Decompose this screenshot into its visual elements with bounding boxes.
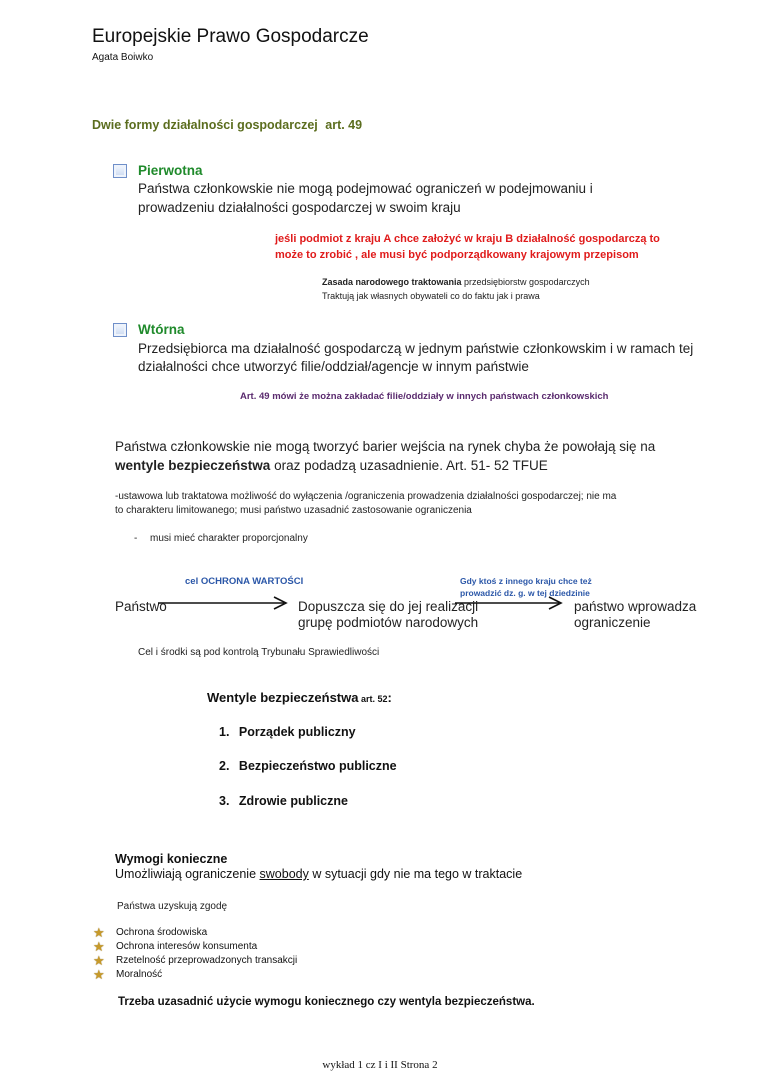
- requirements-freedom-term: swobody: [259, 867, 309, 881]
- pierwotna-red-note-1: jeśli podmiot z kraju A chce założyć w kraju B działalność gospodarczą to: [275, 233, 660, 245]
- page-footer: wykład 1 cz I i II Strona 2: [322, 1059, 438, 1071]
- list-item: [219, 794, 348, 808]
- list-item: Moralność: [116, 969, 163, 980]
- flow-node-admission-2: grupę podmiotów narodowych: [298, 615, 479, 630]
- safety-valves-heading-art: art. 52: [358, 694, 388, 704]
- section-heading: [92, 118, 362, 132]
- requirements-description-pre: Umożliwiają ograniczenie: [115, 867, 260, 881]
- flow-node-state: Państwo: [115, 599, 167, 614]
- list-item: [219, 759, 397, 773]
- wtorna-line-2: działalności chce utworzyć filie/oddział/agencje w innym państwie: [138, 359, 529, 374]
- barriers-explanation-2: to charakteru limitowanego; musi państwo uzasadnić zastosowanie ograniczenia: [115, 505, 472, 516]
- author-name: Agata Boiwko: [92, 52, 154, 63]
- pierwotna-line-2: prowadzeniu działalności gospodarczej w swoim kraju: [138, 200, 461, 215]
- list-item-number: 2.: [219, 759, 230, 773]
- flow-arrow-1: [158, 596, 290, 610]
- flow-label-foreign-2: prowadzić dz. g. w tej dziedzinie: [460, 588, 590, 598]
- barriers-line-2: [115, 456, 548, 476]
- star-icon: ★: [93, 925, 105, 940]
- requirements-description: [115, 867, 522, 881]
- list-item: Ochrona interesów konsumenta: [116, 941, 258, 952]
- flow-node-restriction-2: ograniczenie: [574, 615, 651, 630]
- states-get-consent: Państwa uzyskują zgodę: [117, 901, 228, 912]
- list-item-label: Zdrowie publiczne: [238, 794, 348, 808]
- wtorna-line-1: Przedsiębiorca ma działalność gospodarczą w jednym państwie członkowskim i w ramach tej: [138, 341, 694, 356]
- list-item-label: Bezpieczeństwo publiczne: [238, 759, 397, 773]
- national-treatment-note: [322, 275, 590, 289]
- national-treatment-rest: przedsiębiorstw gospodarczych: [461, 277, 590, 287]
- checkbox-bullet-icon: [113, 323, 127, 337]
- list-item: Rzetelność przeprowadzonych transakcji: [116, 955, 298, 966]
- section-heading-text: Dwie formy działalności gospodarczej: [92, 118, 318, 132]
- star-icon: ★: [93, 939, 105, 954]
- barriers-explanation-1: -ustawowa lub traktatowa możliwość do wyłączenia /ograniczenia prowadzenia działalności gospodarczej; nie ma: [115, 491, 617, 502]
- section-heading-article: art. 49: [325, 118, 363, 132]
- list-item-number: 1.: [219, 725, 230, 739]
- pierwotna-title: Pierwotna: [138, 163, 203, 178]
- flow-label-protection: cel OCHRONA WARTOŚCI: [185, 576, 304, 587]
- list-item-label: Porządek publiczny: [238, 725, 356, 739]
- safety-valves-heading: [207, 690, 392, 705]
- star-icon: ★: [93, 967, 105, 982]
- list-item-number: 3.: [219, 794, 230, 808]
- barriers-line-1: Państwa członkowskie nie mogą tworzyć barier wejścia na rynek chyba że powołają się na: [115, 439, 656, 454]
- flow-node-admission-1: Dopuszcza się do jej realizacji: [298, 599, 479, 614]
- safety-valves-term: wentyle bezpieczeństwa: [115, 458, 271, 473]
- proportionality-bullet: musi mieć charakter proporcjonalny: [150, 533, 308, 544]
- list-item: [219, 725, 356, 739]
- flow-node-restriction-1: państwo wprowadza: [574, 599, 697, 614]
- star-icon: ★: [93, 953, 105, 968]
- national-treatment-line-2: Traktują jak własnych obywateli co do faktu jak i prawa: [322, 291, 540, 301]
- national-treatment-label: Zasada narodowego traktowania: [322, 277, 462, 287]
- safety-valves-heading-text: Wentyle bezpieczeństwa: [207, 690, 359, 705]
- wtorna-title: Wtórna: [138, 322, 185, 337]
- conclusion-note: Trzeba uzasadnić użycie wymogu koniecznego czy wentyla bezpieczeństwa.: [118, 996, 535, 1008]
- pierwotna-red-note-2: może to zrobić , ale musi być podporządkowany krajowym przepisom: [275, 249, 639, 261]
- bullet-dash: -: [134, 533, 138, 544]
- flow-label-foreign-1: Gdy ktoś z innego kraju chce też: [460, 576, 592, 586]
- flow-arrow-2: [455, 596, 565, 610]
- barriers-line-2-rest: oraz podadzą uzasadnienie. Art. 51- 52 TFUE: [270, 458, 548, 473]
- court-control-note: Cel i środki są pod kontrolą Trybunału Sprawiedliwości: [138, 647, 380, 658]
- safety-valves-heading-colon: :: [387, 690, 392, 705]
- checkbox-bullet-icon: [113, 164, 127, 178]
- document-title: Europejskie Prawo Gospodarcze: [92, 26, 369, 47]
- pierwotna-line-1: Państwa członkowskie nie mogą podejmować ograniczeń w podejmowaniu i: [138, 181, 593, 196]
- list-item: Ochrona środowiska: [116, 927, 208, 938]
- requirements-title: Wymogi konieczne: [115, 852, 228, 866]
- art-49-note: Art. 49 mówi że można zakładać filie/oddziały w innych państwach członkowskich: [240, 391, 609, 402]
- requirements-description-post: w sytuacji gdy nie ma tego w traktacie: [308, 867, 523, 881]
